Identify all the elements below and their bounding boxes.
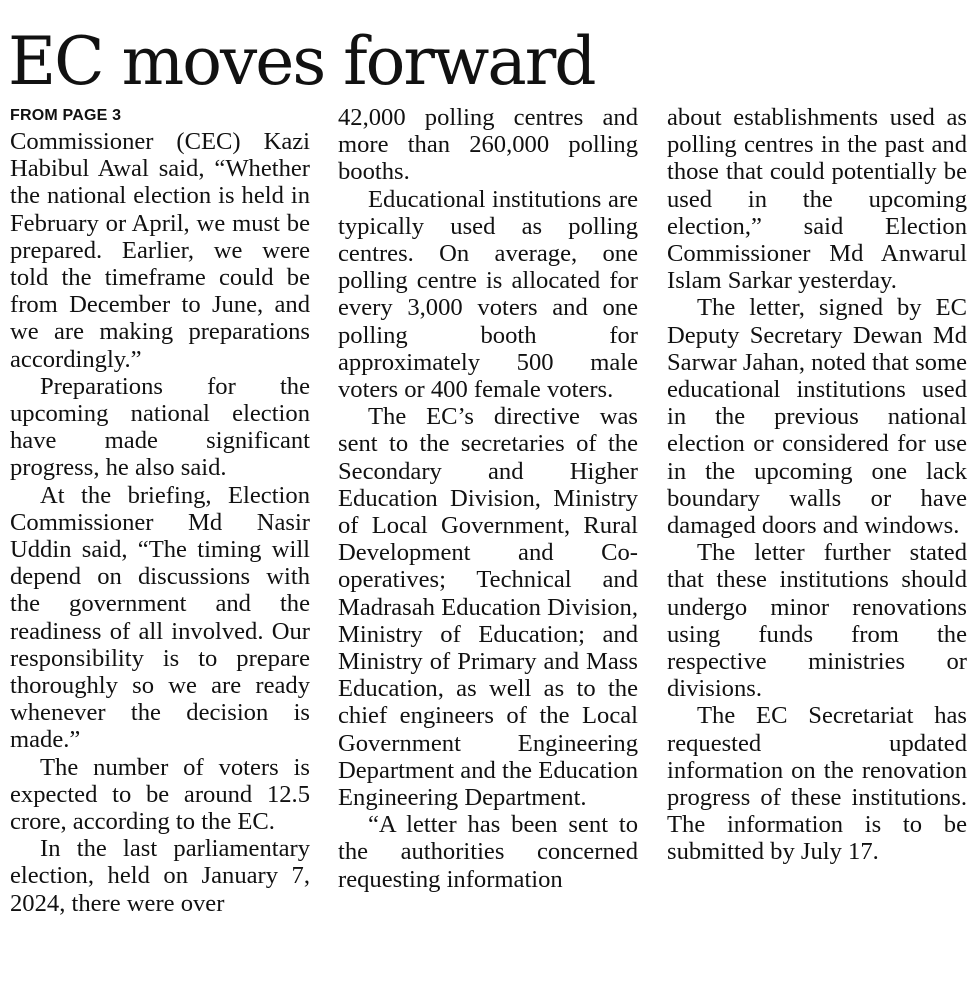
paragraph: The EC’s directive was sent to the secretaries of the Secondary and Higher Education Division, Ministry of Local Government, Rural Development and Co-operatives; Technical and Madrasah Education Division, Ministry of Education; and Ministry of Primary and Mass Education, as well as to the chief engineers of the Local Government Engineering Department and the Education Engineering Department. bbox=[338, 403, 638, 812]
paragraph: 42,000 polling centres and more than 260,000 polling booths. bbox=[338, 104, 638, 186]
paragraph: The letter, signed by EC Deputy Secretary Dewan Md Sarwar Jahan, noted that some educational institutions used in the previous national election or considered for use in the upcoming one lack boundary walls or have damaged doors and windows. bbox=[667, 294, 967, 540]
paragraph: In the last parliamentary election, held on January 7, 2024, there were over bbox=[10, 835, 310, 917]
paragraph: The letter further stated that these institutions should undergo minor renovations using funds from the respective ministries or divisions. bbox=[667, 539, 967, 703]
article-column-1 bbox=[10, 104, 310, 917]
paragraph: Preparations for the upcoming national election have made significant progress, he also said. bbox=[10, 372, 310, 482]
article-column-2 bbox=[338, 104, 638, 893]
paragraph: The number of voters is expected to be around 12.5 crore, according to the EC. bbox=[10, 753, 310, 836]
continued-from-kicker: FROM PAGE 3 bbox=[10, 107, 122, 124]
paragraph: Commissioner (CEC) Kazi Habibul Awal said, “Whether the national election is held in February or April, we must be prepared. Earlier, we were told the timeframe could be from December to June, and we are making preparations accordingly.” bbox=[10, 128, 310, 373]
article-headline: EC moves forward bbox=[8, 23, 595, 100]
paragraph: At the briefing, Election Commissioner Md Nasir Uddin said, “The timing will depend on discussions with the government and the readiness of all involved. Our responsibility is to prepare thoroughly so we are ready whenever the decision is made.” bbox=[10, 481, 310, 754]
paragraph: about establishments used as polling centres in the past and those that could potentially be used in the upcoming election,” said Election Commissioner Md Anwarul Islam Sarkar yesterday. bbox=[667, 104, 967, 295]
paragraph: Educational institutions are typically used as polling centres. On average, one polling centre is allocated for every 3,000 voters and one polling booth for approximately 500 male voters or 400 female voters. bbox=[338, 185, 638, 404]
paragraph: “A letter has been sent to the authorities concerned requesting information bbox=[338, 811, 638, 893]
paragraph: The EC Secretariat has requested updated information on the renovation progress of these institutions. The information is to be submitted by July 17. bbox=[667, 702, 967, 866]
article-column-3 bbox=[667, 104, 967, 866]
